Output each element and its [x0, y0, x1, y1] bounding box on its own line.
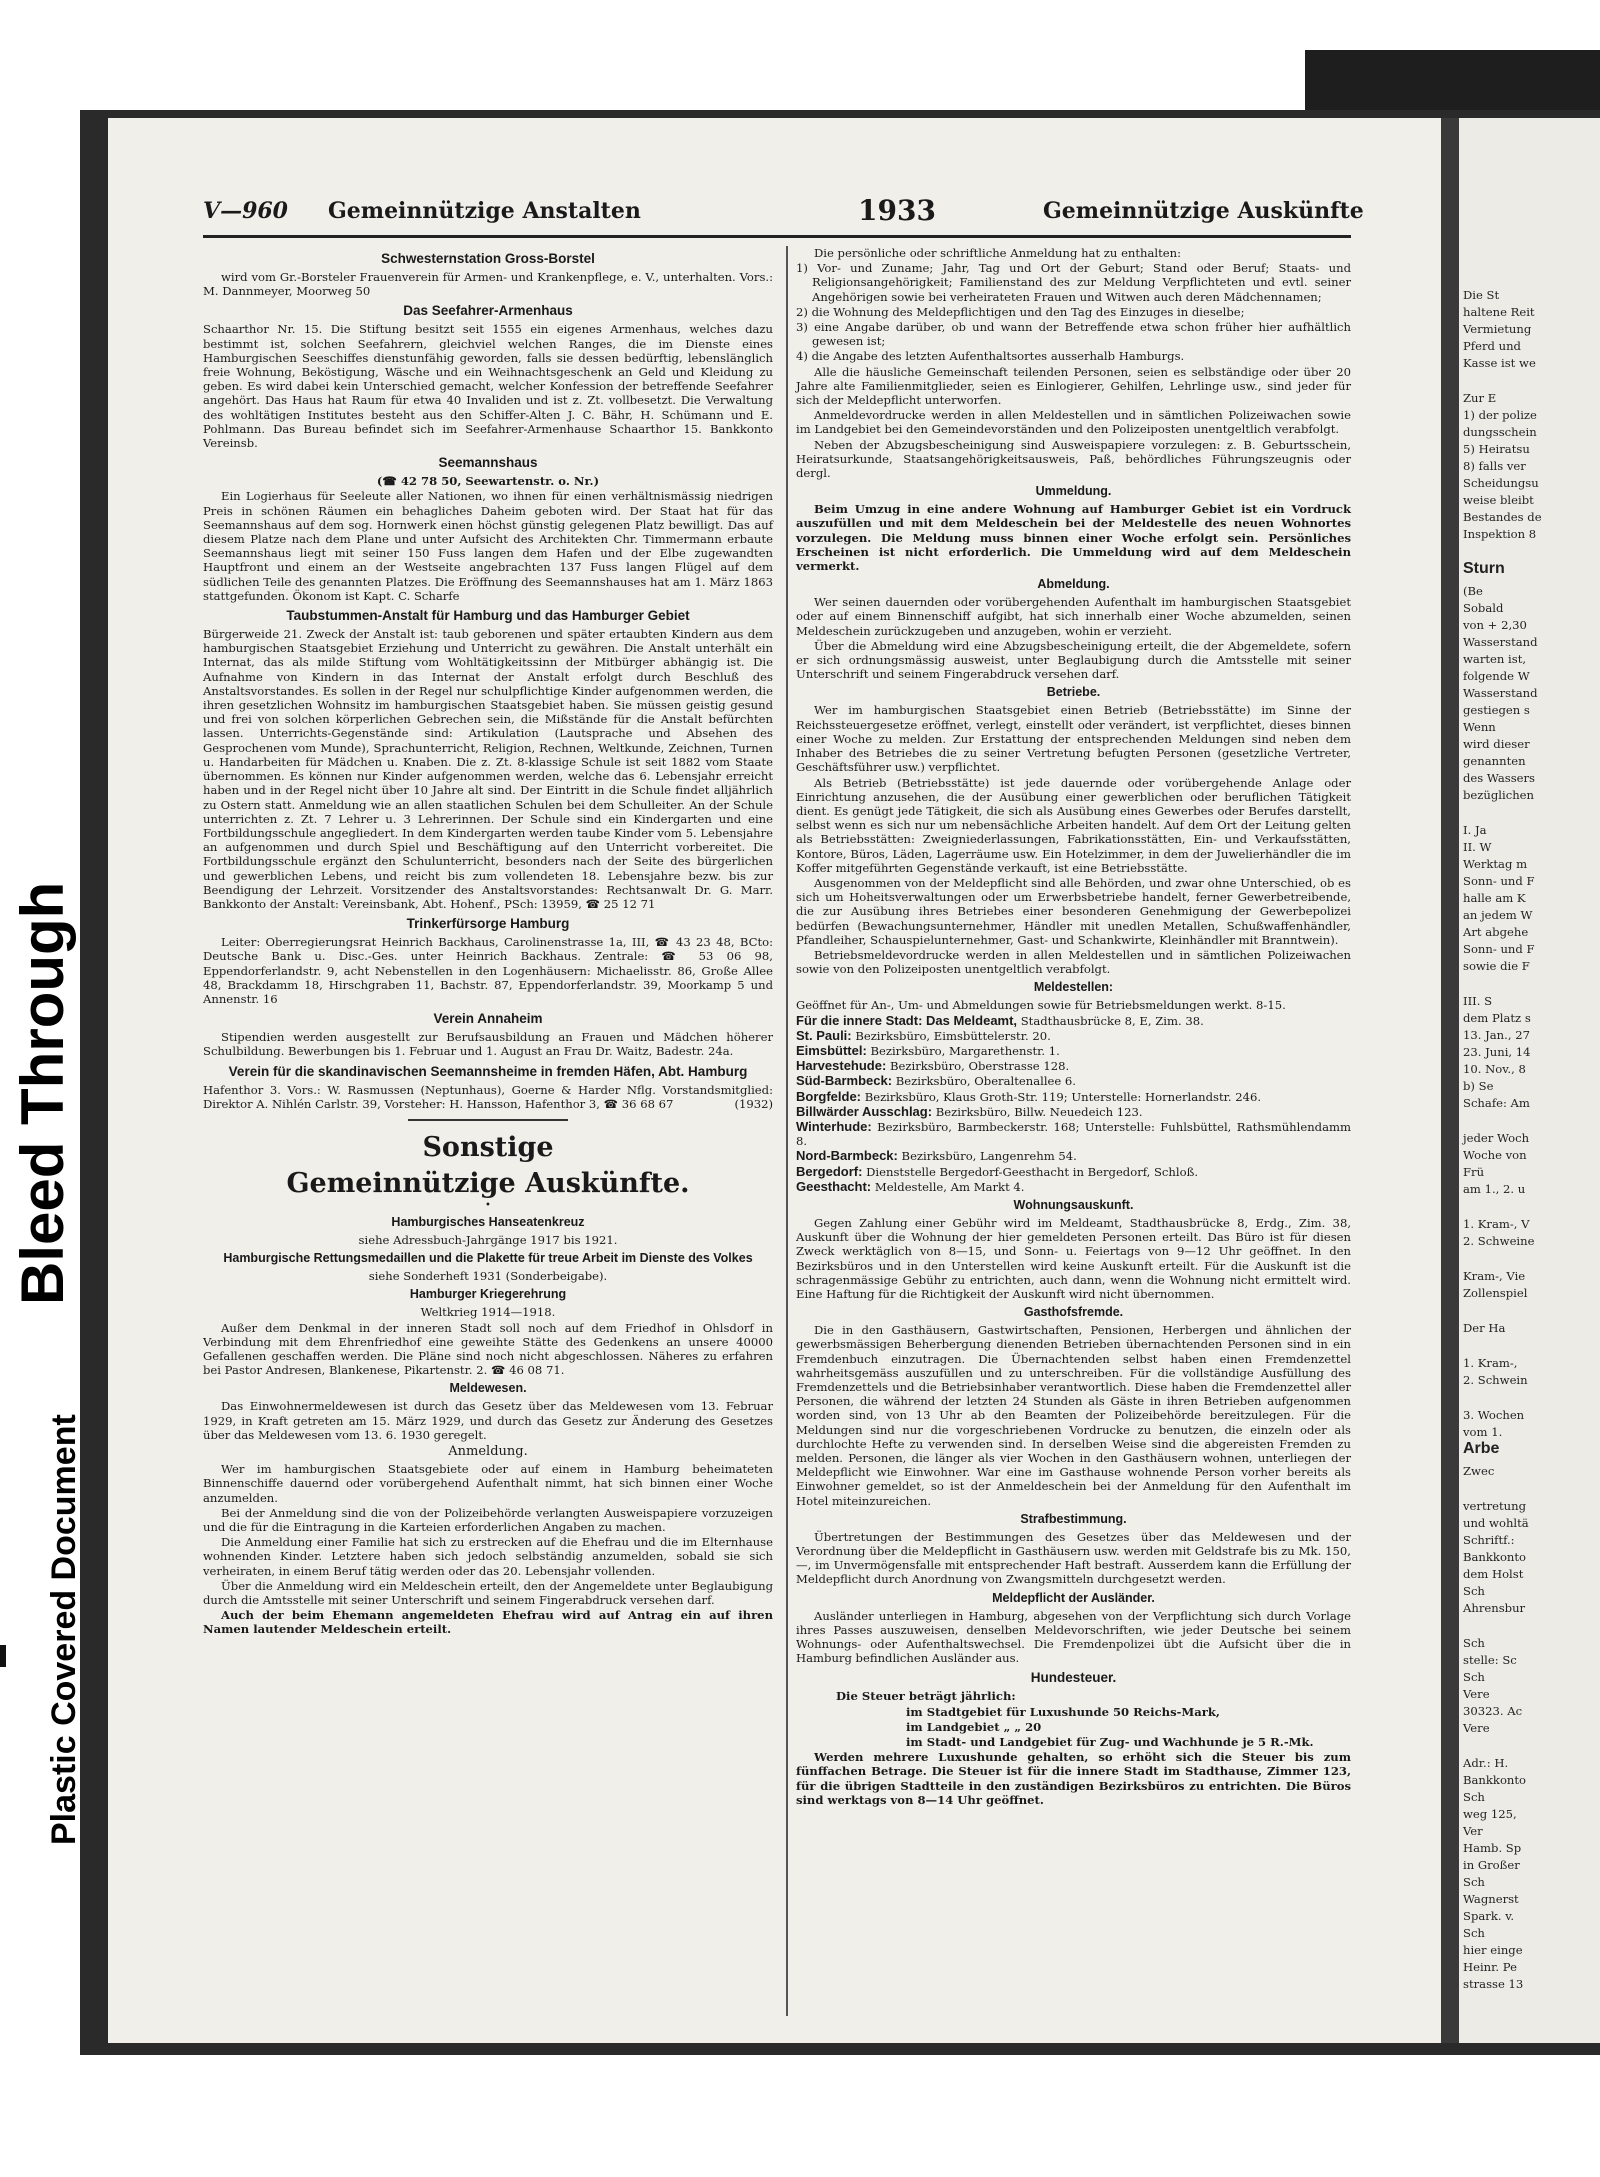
fragment-line: Sonn- und F [1463, 874, 1535, 888]
office-item [796, 1059, 1351, 1073]
section-heading: Taubstummen-Anstalt für Hamburg und das Hamburger Gebiet [286, 608, 690, 624]
fragment-line: I. Ja [1463, 823, 1487, 837]
fragment-line: Inspektion 8 [1463, 527, 1537, 541]
fragment-line: 10. Nov., 8 [1463, 1062, 1526, 1076]
fragment-line: Arbe [1463, 1440, 1500, 1457]
fragment-line: halle am K [1463, 891, 1526, 905]
fragment-line: vom 1. [1463, 1425, 1503, 1439]
section-heading: Das Seefahrer-Armenhaus [403, 303, 573, 319]
adjacent-page-fragment [1459, 118, 1600, 2043]
left-running-title: Gemeinnützige Anstalten [328, 198, 641, 224]
fragment-line: Zur E [1463, 391, 1497, 405]
section-heading: Abmeldung. [1037, 577, 1110, 592]
office-name: Borgfelde: [796, 1088, 861, 1104]
section-heading: Anmeldung. [448, 1443, 528, 1459]
ornament-dot: • [485, 1199, 491, 1211]
section-text: siehe Adressbuch-Jahrgänge 1917 bis 1921. [358, 1232, 618, 1247]
office-item [796, 1165, 1351, 1179]
section-text: Werden mehrere Luxushunde gehalten, so erhöht sich die Steuer bis zum fünffachen Betrage. Die Steuer ist für die innere Stadt im Stadthause, Zimmer 123, für die übrigen Stadtteile in den zuständigen Bezirksbüros zu entrichten. Die Büros sind werktags von 8—14 Uhr geöffnet. [796, 1750, 1351, 1807]
section-text-body: Hafenthor 3. Vors.: W. Rasmussen (Neptunhaus), Goerne & Harder Nflg. Vorstandsmitglied: Direktor A. Nihlén Carlstr. 39, Vorsteher: H. Hansson, Hafenthor 3, ☎ 36 68 67 [203, 1082, 773, 1111]
fragment-line: III. S [1463, 994, 1493, 1008]
book-gutter [1441, 118, 1459, 2043]
section-heading: Hamburger Kriegerehrung [409, 1287, 567, 1302]
list-item: 1) Vor- und Zuname; Jahr, Tag und Ort der Geburt; Stand oder Beruf; Staats- und Religionsangehörigkeit; Familienstand des zur Meldung Verpflichteten und evtl. seiner Angehörigen sowie bei verheirateten Frauen und Witwen auch deren Mädchennamen; [796, 261, 1351, 304]
section-text: Anmeldevordrucke werden in allen Meldestellen und in sämtlichen Polizeiwachen sowie im Landgebiet bei den Gemeindevorständen und den Polizeiposten unentgeltlich verabfolgt. [796, 408, 1351, 437]
section-subheading: (☎ 42 78 50, Seewartenstr. o. Nr.) [376, 474, 600, 489]
fragment-line: Schriftf.: [1463, 1533, 1519, 1547]
fragment-line: Vere [1463, 1687, 1490, 1701]
section-heading: Betriebe. [1046, 685, 1101, 700]
office-item [796, 1105, 1351, 1119]
fragment-line: von + 2,30 [1463, 618, 1527, 632]
fragment-line: II. W [1463, 840, 1492, 854]
fragment-line: 30323. Ac [1463, 1704, 1523, 1718]
section-text: Ein Logierhaus für Seeleute aller Nationen, wo ihnen für einen verhältnismässig niedrigen Preis in schönen Räumen ein behagliches Daheim geboten wird. Der Staat hat für das Seemannshaus auf dem sog. Hornwerk einen höchst günstig gelegenen Platz bewilligt. Das auf diesem Platze nach dem Plane und unter Aufsicht des Architekten Chr. Timmermann erbaute Seemannshaus liegt mit seiner 150 Fuss langen dem Hafen und der Elbe zugewandten Hauptfront und einem an der Westseite angebrachten 137 Fuss langen Flügel auf dem südlichen Teile des genannten Platzes. Die Eröffnung des Seemannshauses hat am 1. März 1863 stattgefunden. Ökonom ist Kapt. C. Scharfe [203, 489, 773, 603]
section-text: Ausländer unterliegen in Hamburg, abgesehen von der Verpflichtung sich durch Vorlage ihres Passes auszuweisen, denselben Meldevorschriften, wie jeder Deutsche bei seinem Wohnungs- oder Aufenthaltswechsel. Die Fremdenpolizei übt die Aufsicht über die in Hamburg befindlichen Ausländer aus. [796, 1608, 1351, 1666]
office-item [796, 1074, 1351, 1088]
section-text: Leiter: Oberregierungsrat Heinrich Backhaus, Carolinenstrasse 1a, III, ☎ 43 23 48, BCto: Deutsche Bank u. Disc.-Ges. unter Heinrich Backhaus. Zentrale: ☎ 53 06 98, Eppendorferlandstr. 9, acht Nebenstellen in den Logenhäusern: Michaelisstr. 86, Große Allee 48, Brackdamm 18, Hirschgraben 11, Bachstr. 87, Eppendorferlandstr. 39, Moorkamp 5 und Annenstr. 16 [203, 935, 773, 1006]
section-text: Die Steuer beträgt jährlich: [836, 1689, 1016, 1704]
office-name: Eimsbüttel: [796, 1042, 867, 1058]
fragment-line: Ver [1463, 1824, 1483, 1838]
office-item [796, 1180, 1351, 1194]
year-note: (1932) [734, 1096, 773, 1111]
fragment-line: Adr.: H. [1463, 1756, 1509, 1770]
fragment-line: Sch [1463, 1875, 1485, 1889]
section-text: wird vom Gr.-Borsteler Frauenverein für Armen- und Krankenpflege, e. V., unterhalten. Vors.: M. Dannmeyer, Moorweg 50 [203, 270, 773, 299]
office-address: Bezirksbüro, Billw. Neuedeich 123. [935, 1104, 1143, 1119]
section-text: Über die Anmeldung wird ein Meldeschein erteilt, den der Angemeldete unter Beglaubigung durch die Amtsstelle mit seiner Unterschrift und seinem Fingerabdruck versehen darf. [203, 1578, 773, 1608]
fragment-line: Sch [1463, 1636, 1485, 1650]
section-heading: Verein für die skandinavischen Seemannsheime in fremden Häfen, Abt. Hamburg [228, 1063, 748, 1079]
section-subheading: Weltkrieg 1914—1918. [420, 1305, 556, 1320]
section-heading: Seemannshaus [438, 455, 538, 471]
fragment-line: Sch [1463, 1926, 1485, 1940]
section-text: Wer im hamburgischen Staatsgebiete oder auf einem in Hamburg beheimateten Binnenschiffe dauernd oder vorübergehend Aufenthalt nimmt, hat sich binnen einer Woche anzumelden. [203, 1462, 773, 1505]
scan-top-strip [1305, 50, 1600, 112]
section-heading: Hamburgische Rettungsmedaillen und die Plakette für treue Arbeit im Dienste des Volkes [223, 1251, 753, 1266]
section-text: Als Betrieb (Betriebsstätte) ist jede dauernde oder vorübergehende Anlage oder Einrichtung anzusehen, die der Ausübung einer gewerblichen oder beruflichen Tätigkeit dient. Es genügt jede Tätigkeit, die sich als Ausübung eines Gewerbes oder Berufes darstellt, selbst wenn es sich nur um nebensächliche Arbeiten handelt. Auf dem Ort der Leitung gelten als Betriebsstätten: Zweigniederlassungen, Fabrikationsstätten, Ein- und Verkaufsstätten, Kontore, Büros, Läden, Lagerräume usw. Ein Hotelzimmer, in dem der Juwelierhändler die im Koffer mitgeführten Gegenstände verkauft, ist eine Betriebsstätte. [796, 775, 1351, 875]
section-text: Die persönliche oder schriftliche Anmeldung hat zu enthalten: [814, 246, 1182, 260]
fragment-line: dungsschein [1463, 425, 1537, 439]
fragment-line: Wagnerst [1463, 1892, 1519, 1906]
fragment-line: Bestandes de [1463, 510, 1542, 524]
fragment-line: Zwec [1463, 1464, 1495, 1478]
office-name: Harvestehude: [796, 1058, 887, 1074]
fragment-line: Zollenspiel [1463, 1286, 1528, 1300]
section-text: Wer seinen dauernden oder vorübergehenden Aufenthalt im hamburgischen Staatsgebiet oder auf einem Binnenschiff aufgibt, hat sich innerhalb einer Woche abzumelden, seinen Meldeschein zurückzugeben und anzugeben, wohin er verzieht. [796, 595, 1351, 638]
fragment-line: Sch [1463, 1670, 1485, 1684]
fragment-line: folgende W [1463, 669, 1530, 683]
office-address: Stadthausbrücke 8, E, Zim. 38. [1020, 1013, 1204, 1028]
section-text: Ausgenommen von der Meldepflicht sind alle Behörden, und zwar ohne Unterschied, ob es sich um Hoheitsverwaltungen oder um Erwerbsbetriebe handelt, ferner Gewerbetreibende, die zur Ausübung ihres Betriebes einer besonderen Genehmigung der Gewerbepolizei bedürfen (Bewachungsunternehmer, Händler mit unedlen Metallen, Schußwaffenhändler, Pfandleiher, Schauspielunternehmer, Gast- und Schankwirte, Kleinhändler mit Branntwein). [796, 875, 1351, 947]
section-heading: Meldestellen: [1033, 980, 1114, 995]
fragment-line: Der Ha [1463, 1321, 1506, 1335]
fragment-line: sowie die F [1463, 959, 1530, 973]
fragment-line: Vermietung [1463, 322, 1532, 336]
fragment-line: 13. Jan., 27 [1463, 1028, 1530, 1042]
fragment-line: bezüglichen [1463, 788, 1534, 802]
fragment-line: Hamb. Sp [1463, 1841, 1522, 1855]
fragment-line: Kram-, Vie [1463, 1269, 1526, 1283]
section-heading: Verein Annaheim [433, 1011, 543, 1027]
section-heading: Meldewesen. [449, 1381, 527, 1396]
header-rule [203, 235, 1351, 238]
fragment-line: vertretung [1463, 1499, 1527, 1513]
section-heading: Trinkerfürsorge Hamburg [406, 916, 570, 932]
fragment-line: Pferd und [1463, 339, 1521, 353]
right-running-title: Gemeinnützige Auskünfte [1043, 198, 1364, 224]
office-address: Bezirksbüro, Margarethenstr. 1. [870, 1043, 1060, 1058]
fragment-line: Werktag m [1463, 857, 1528, 871]
fragment-line: Sonn- und F [1463, 942, 1535, 956]
fragment-line: Scheidungsu [1463, 476, 1539, 490]
fragment-line: Wasserstand [1463, 686, 1538, 700]
fragment-line: dem Holst [1463, 1567, 1524, 1581]
section-text: Alle die häusliche Gemeinschaft teilenden Personen, seien es selbständige oder über 20 Jahre alte Familienmitglieder, seien es Einlogierer, Gehilfen, Lehrlinge usw., sind jeder für sich der Meldepflicht unterworfen. [796, 364, 1351, 408]
section-text: Die in den Gasthäusern, Gastwirtschaften, Pensionen, Herbergen und ähnlichen der gewerbsmässigen Beherbergung dienenden Betrieben übernachtenden Personen sind in ein Fremdenbuch einzutragen. Die Übernachtenden selbst haben einen Fremdenzettel wahrheitsgemäss auszufüllen und zu unterschreiben. Für die vollständige Ausfüllung des Fremdenzettels und die Betriebsinhaber verantwortlich. Diese haben die Fremdenzettel aller Personen, die während der letzten 24 Stunden als Gäste in ihren Betrieben aufgenommen worden sind, von 13 Uhr ab den Beamten der Polizeibehörde bereitzulegen. Für die Meldungen sind nur die vorgeschriebenen Vordrucke zu benutzen, die einzeln oder als durchlochte Hefte zu verwenden sind. In derselben Weise sind die abgereisten Fremden zu melden. Personen, die länger als vier Wochen in den Gasthäusern wohnen, unterliegen der Meldepflicht wie Einwohner. War eine im Gasthause wohnende Person vorher bereits als Einwohner gemeldet, so ist der Anmeldeschein bei der Anmeldung für den Aufenthalt im Hotel miteinzureichen. [796, 1323, 1351, 1508]
fragment-line: in Großer [1463, 1858, 1520, 1872]
big-title: Gemeinnützige Auskünfte. [286, 1167, 690, 1199]
office-address: Meldestelle, Am Markt 4. [874, 1179, 1025, 1194]
office-item [796, 1090, 1351, 1104]
fragment-line: weise bleibt [1463, 493, 1534, 507]
section-heading: Gasthofsfremde. [1023, 1305, 1124, 1320]
running-head [203, 194, 1364, 234]
fragment-line: 8) falls ver [1463, 459, 1526, 473]
office-address: Bezirksbüro, Eimsbüttelerstr. 20. [855, 1028, 1051, 1043]
office-name: Billwärder Ausschlag: [796, 1103, 933, 1119]
fragment-line: (Be [1463, 584, 1483, 598]
page-number: V—960 [203, 198, 288, 224]
section-text: Bürgerweide 21. Zweck der Anstalt ist: taub geborenen und später ertaubten Kindern aus dem hamburgischen Staatsgebiet Erziehung und Unterricht zu gewähren. Die Anstalt unterhält ein Internat, das als milde Stiftung vom Wohltätigkeitssinn der Mitbürger abhängig ist. Die Aufnahme von Kindern in das Internat der Anstalt erfolgt durch Beschluß des Anstaltsvorstandes. Es sollen in der Regel nur schulpflichtige Kinder aufgenommen werden, die ihren gesetzlichen Wohnsitz im hamburgischen Staatsgebiet haben. Sie müssen geistig gesund und frei von solchen körperlichen Gebrechen sein, die Mißstände für die Anstalt befürchten lassen. Unterrichts-Gegenstände sind: Artikulation (Lautsprache und Absehen des Gesprochenen vom Munde), Sprachunterricht, Religion, Rechnen, Weltkunde, Zeichnen, Turnen u. Handarbeiten für Mädchen u. Knaben. Die z. Zt. 8-klassige Schule ist seit 1882 vom Staate übernommen. Es können nur Kinder aufgenommen werden, welche das 6. Lebensjahr erreicht haben und in der Regel nicht über 10 Jahre alt sind. Der Eintritt in die Schule findet alljährlich zu Ostern statt. Anmeldung wie an allen staatlichen Schulen bei dem Schulleiter. An der Schule unterrichten z. Zt. 7 Lehrer u. 3 Lehrerinnen. Der Schule sind ein Kindergarten und eine Fortbildungsschule angegliedert. In dem Kindergarten werden taube Kinder vom 5. Lebensjahre an aufgenommen und durch Spiel und Beschäftigung auf den Unterricht vorbereitet. Die Fortbildungsschule ergänzt den Schulunterricht, besonders nach der Seite des bürgerlichen und gewerblichen Lebens, und reicht bis zum vollendeten 18. Lebensjahre bezw. bis zur Beendigung der Lehrzeit. Vorsitzender des Anstaltsvorstandes: Rechtsanwalt Dr. G. Marr. Bankkonto der Anstalt: Vereinsbank, Abt. Hohenf., PSch: 13959, ☎ 25 12 71 [203, 627, 773, 911]
office-name: St. Pauli: [796, 1027, 852, 1043]
fragment-line: Kasse ist we [1463, 356, 1536, 370]
section-text: Die Anmeldung einer Familie hat sich zu erstrecken auf die Ehefrau und die im Elternhause wohnenden Kinder. Letztere haben sich jedoch selbständig anzumelden, sobald sie sich verheiraten, in einem Beruf tätig werden oder das 20. Lebensjahr vollenden. [203, 1535, 773, 1578]
list-item: 2) die Wohnung des Meldepflichtigen und den Tag des Einzuges in dieselbe; [796, 304, 1245, 319]
fragment-line: b) Se [1463, 1079, 1494, 1093]
section-heading: Hamburgisches Hanseatenkreuz [391, 1214, 585, 1229]
fragment-line: 3. Wochen [1463, 1408, 1525, 1422]
fragment-line: 23. Juni, 14 [1463, 1045, 1531, 1059]
requirements-list [796, 261, 1351, 363]
office-address: Bezirksbüro, Klaus Groth-Str. 119; Unterstelle: Hornerlandstr. 246. [864, 1089, 1262, 1104]
fragment-line: 1) der polize [1463, 408, 1537, 422]
year-heading: 1933 [858, 194, 936, 227]
office-name: Nord-Barmbeck: [796, 1148, 898, 1164]
section-text: Auch der beim Ehemann angemeldeten Ehefrau wird auf Antrag ein auf ihren Namen lautender Meldeschein erteilt. [203, 1608, 773, 1637]
office-item [796, 1044, 1351, 1058]
office-item [796, 1120, 1351, 1148]
fragment-line: Heinr. Pe [1463, 1960, 1517, 1974]
section-text: Betriebsmeldevordrucke werden in allen Meldestellen und in sämtlichen Polizeiwachen sowie von den Polizeiposten unentgeltlich verabfolgt. [796, 947, 1351, 977]
section-heading: Hundesteuer. [1030, 1670, 1117, 1686]
fragment-line: und wohltä [1463, 1516, 1529, 1530]
tax-line: im Stadtgebiet für Luxushunde 50 Reichs-Mark, [906, 1704, 1220, 1719]
office-hours: Geöffnet für An-, Um- und Abmeldungen sowie für Betriebsmeldungen werkt. 8-15. [796, 998, 1286, 1013]
fragment-line: jeder Woch [1463, 1131, 1530, 1145]
margin-tick [0, 1645, 6, 1667]
section-text: Gegen Zahlung einer Gebühr wird im Meldeamt, Stadthausbrücke 8, Erdg., Zim. 38, Auskunft über die Wohnung der hier gemeldeten Personen erteilt. Das Büro ist für diesen Zweck werktäglich von 8—15, und Sonn- u. Feiertags von 9—12 Uhr geöffnet. In den Bezirksbüros und in den Unterstellen wird keine Auskunft erteilt. Für die Auskunft ist die schragenmässige Gebühr zu entrichten, auch dann, wenn die Wohnung nicht ermittelt wird. Eine Haftung für die Richtigkeit der Auskunft wird nicht übernommen. [796, 1215, 1351, 1301]
plastic-covered-label: Plastic Covered Document [45, 1414, 83, 1845]
office-address: Dienststelle Bergedorf-Geesthacht in Bergedorf, Schloß. [866, 1164, 1199, 1179]
fragment-line: Vere [1463, 1721, 1490, 1735]
fragment-line: wird dieser [1463, 737, 1530, 751]
fragment-line: genannten [1463, 754, 1530, 768]
fragment-line: Spark. v. [1463, 1909, 1518, 1923]
office-address: Bezirksbüro, Oberstrasse 128. [890, 1059, 1070, 1074]
fragment-line: Bankkonto [1463, 1773, 1527, 1787]
section-text: Beim Umzug in eine andere Wohnung auf Hamburger Gebiet ist ein Vordruck auszufüllen und mit dem Meldeschein bei der Meldestelle des neuen Wohnortes vorzulegen. Die Meldung muss binnen einer Woche erfolgt sein. Persönliches Erscheinen ist nicht erforderlich. Die Ummeldung wird auf dem Meldeschein vermerkt. [796, 502, 1351, 574]
office-item [796, 1029, 1351, 1043]
fragment-line: Wenn [1463, 720, 1496, 734]
office-list [796, 1014, 1351, 1194]
fragment-line: Ahrensbur [1463, 1601, 1526, 1615]
fragment-line: weg 125, [1463, 1807, 1517, 1821]
document-page [108, 118, 1441, 2043]
office-name: Geesthacht: [796, 1178, 872, 1194]
fragment-line: Bankkonto [1463, 1550, 1527, 1564]
section-text: Außer dem Denkmal in der inneren Stadt soll noch auf dem Friedhof in Ohlsdorf in Verbindung mit dem Ehrenfriedhof eine geweihte Stätte des Gedenkens an unsere 40000 Gefallenen geschaffen werden. Die Pläne sind noch nicht abgeschlossen. Näheres zu erfahren bei Pastor Andresen, Blankenese, Pikartenstr. 2. ☎ 46 08 71. [203, 1320, 773, 1378]
office-name: Winterhude: [796, 1118, 872, 1134]
section-heading: Schwesternstation Gross-Borstel [381, 251, 595, 266]
fragment-line: haltene Reit [1463, 305, 1535, 319]
section-text: Das Einwohnermeldewesen ist durch das Gesetz über das Meldewesen vom 13. Februar 1929, in Kraft getreten am 15. März 1929, und durch das Gesetz zur Änderung des Gesetzes über das Meldewesen vom 13. 6. 1930 geregelt. [203, 1399, 773, 1442]
fragment-line: Woche von [1463, 1148, 1527, 1162]
fragment-line: 1. Kram-, [1463, 1356, 1522, 1370]
office-item [796, 1149, 1351, 1163]
fragment-line: Sturn [1463, 560, 1505, 577]
fragment-line: strasse 13 [1463, 1977, 1524, 1991]
office-name: Süd-Barmbeck: [796, 1073, 893, 1089]
fragment-line: stelle: Sc [1463, 1653, 1517, 1667]
office-name: Für die innere Stadt: Das Meldeamt, [796, 1012, 1018, 1028]
fragment-line: warten ist, [1463, 652, 1527, 666]
fragment-line: Sch [1463, 1790, 1485, 1804]
fragment-line: Frü [1463, 1165, 1485, 1179]
fragment-line: 5) Heiratsu [1463, 442, 1530, 456]
section-text: Schaarthor Nr. 15. Die Stiftung besitzt seit 1555 ein eigenes Armenhaus, welches dazu bestimmt ist, solchen Seefahrern, gleichviel welchen Ranges, die im Dienste eines Hamburgischen Seeschiffes dienstunfähig geworden, falls sie dessen bedürftig, lebenslänglich freie Wohnung, Beköstigung, Wäsche und ein Weihnachtsgeschenk an Geld und Kleidung zu geben. Es wird dabei kein Unterschied gemacht, welcher Konfession der betreffende Seefahrer angehört. Das Haus hat Raum für etwa 40 Invaliden und ist z. Zt. vollbesetzt. Die Verwaltung des wohltätigen Institutes besteht aus den Schiffer-Alten J. C. Bähr, H. Schümann und E. Pohlmann. Das Bureau befindet sich im Seefahrer-Armenhause Schaarthor 15. Bankkonto Vereinsb. [203, 322, 773, 451]
section-heading: Meldepflicht der Ausländer. [992, 1590, 1155, 1605]
tax-line: im Stadt- und Landgebiet für Zug- und Wachhunde je 5 R.-Mk. [906, 1735, 1314, 1750]
left-column [203, 246, 773, 1638]
column-rule [786, 246, 788, 2016]
fragment-line: gestiegen s [1463, 703, 1530, 717]
section-text [203, 1083, 773, 1111]
section-text: Stipendien werden ausgestellt zur Berufsausbildung an Frauen und Mädchen höherer Schulbildung. Bewerbungen bis 1. Februar und 1. August an Frau Dr. Waitz, Badestr. 24a. [203, 1030, 773, 1059]
section-heading: Ummeldung. [1035, 484, 1112, 499]
tax-line: im Landgebiet „ „ 20 [906, 1719, 1042, 1734]
list-item: 4) die Angabe des letzten Aufenthaltsortes ausserhalb Hamburgs. [796, 349, 1185, 364]
fragment-line: 2. Schwein [1463, 1373, 1528, 1387]
office-item [796, 1014, 1351, 1028]
fragment-line: 1. Kram-, V [1463, 1217, 1530, 1231]
section-divider [408, 1119, 568, 1121]
big-title: Sonstige [422, 1131, 554, 1163]
fragment-line: 2. Schweine [1463, 1234, 1535, 1248]
section-text: siehe Sonderheft 1931 (Sonderbeigabe). [368, 1269, 608, 1284]
fragment-line: Wasserstand [1463, 635, 1538, 649]
fragment-line: an jedem W [1463, 908, 1533, 922]
middle-column [796, 246, 1351, 1808]
section-text: Bei der Anmeldung sind die von der Polizeibehörde verlangten Ausweispapiere vorzuzeigen und die für die Eintragung in die Karteien erforderlichen Angaben zu machen. [203, 1505, 773, 1534]
section-text: Neben der Abzugsbescheinigung sind Ausweispapiere vorzulegen: z. B. Geburtsschein, Heiratsurkunde, Staatsangehörigkeitsausweis, Paß, behördliches Führungszeugnis oder dergl. [796, 437, 1351, 481]
fragment-line: Sobald [1463, 601, 1504, 615]
bleed-through-label: Bleed Through [9, 881, 76, 1305]
fragment-line: dem Platz s [1463, 1011, 1531, 1025]
fragment-line: Sch [1463, 1584, 1485, 1598]
office-name: Bergedorf: [796, 1163, 863, 1179]
office-address: Bezirksbüro, Oberaltenallee 6. [895, 1074, 1076, 1089]
fragment-line: Schafe: Am [1463, 1096, 1530, 1110]
section-heading: Wohnungsauskunft. [1013, 1197, 1134, 1212]
section-text: Über die Abmeldung wird eine Abzugsbescheinigung erteilt, die der Abgemeldete, sofern er sich ordnungsmässig ausweist, unter Beglaubigung durch die Amtsstelle mit seiner Unterschrift und seinem Fingerabdruck versehen darf. [796, 638, 1351, 682]
office-address: Bezirksbüro, Barmbeckerstr. 168; Unterstelle: Fuhlsbüttel, Rathsmühlendamm 8. [796, 1119, 1352, 1149]
section-heading: Strafbestimmung. [1020, 1511, 1127, 1526]
list-item: 3) eine Angabe darüber, ob und wann der Betreffende etwa schon früher hier aufhältlich gewesen ist; [796, 320, 1351, 349]
fragment-line: des Wassers [1463, 771, 1535, 785]
fragment-line: Art abgehe [1463, 925, 1529, 939]
section-text: Übertretungen der Bestimmungen des Gesetzes über das Meldewesen und der Verordnung über die Meldepflicht in Gasthäusern usw. werden mit Geldstrafe bis zu Mk. 150,—, im Unvermögensfalle mit entsprechender Haft bestraft. Ausserdem kann die Erfüllung der Meldepflicht durch Anordnung von Zwangsmitteln durchgesetzt werden. [796, 1529, 1351, 1587]
fragment-line: am 1., 2. u [1463, 1182, 1526, 1196]
office-address: Bezirksbüro, Langenrehm 54. [901, 1149, 1077, 1164]
fragment-line: hier einge [1463, 1943, 1523, 1957]
fragment-line: Die St [1463, 288, 1500, 302]
section-text: Wer im hamburgischen Staatsgebiet einen Betrieb (Betriebsstätte) im Sinne der Reichssteuergesetze eröffnet, verlegt, einstellt oder verändert, ist verpflichtet, dieses binnen einer Woche zu melden. Zur Erstattung der entsprechenden Meldungen sind neben dem Inhaber des Betriebes die zu seiner Vertretung befugten Personen (gesetzliche Vertreter, Geschäftsführer usw.) verpflichtet. [796, 703, 1351, 775]
